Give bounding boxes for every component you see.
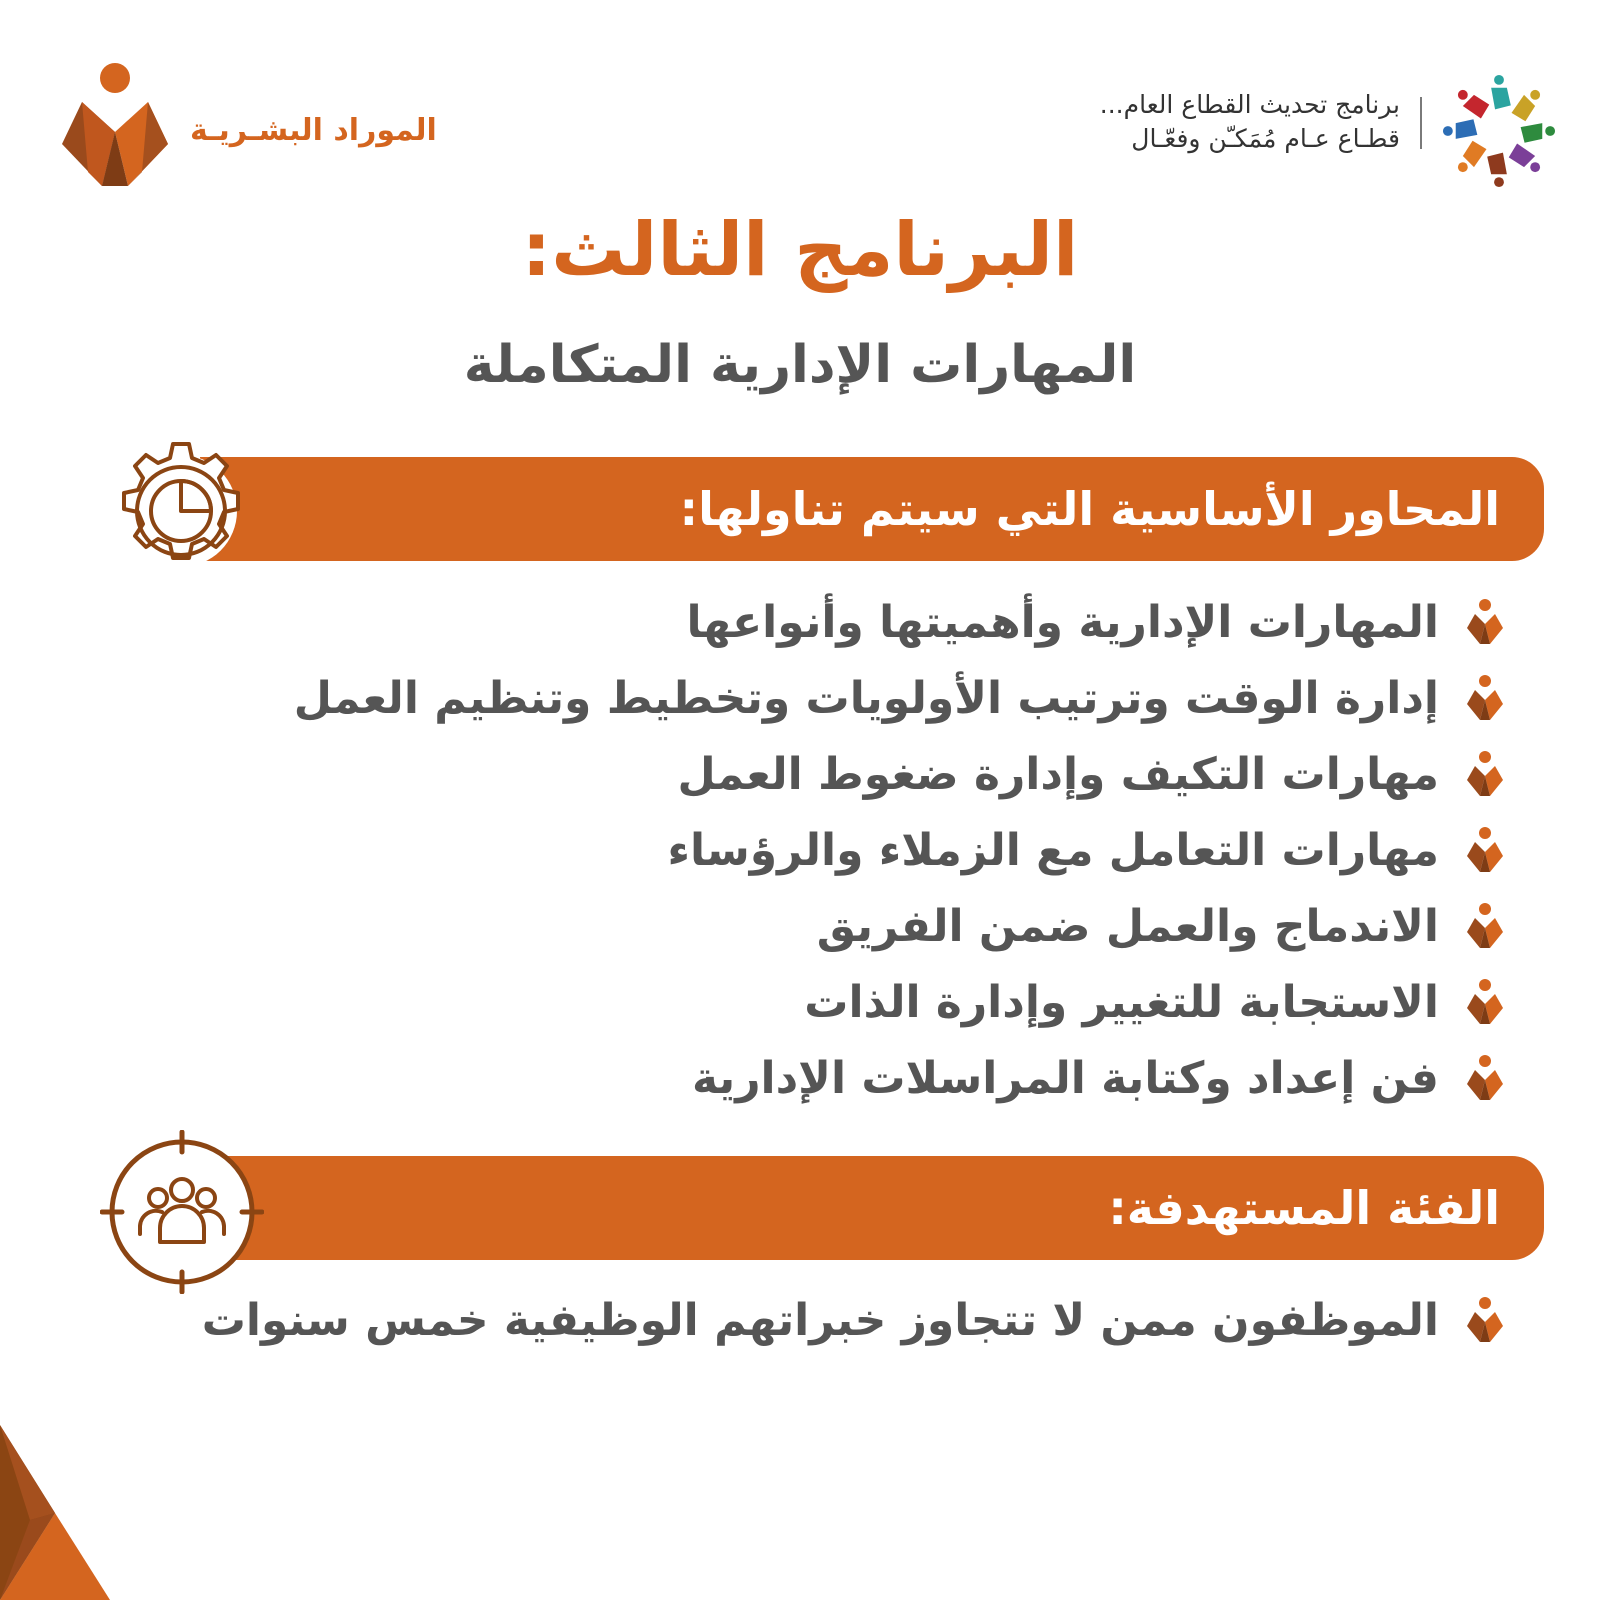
topic-text: مهارات التعامل مع الزملاء والرؤساء xyxy=(667,825,1439,876)
gear-pie-chart-icon xyxy=(106,436,256,586)
list-item xyxy=(294,813,1505,889)
person-bullet-icon xyxy=(1465,902,1505,952)
person-bullet-icon xyxy=(1465,1054,1505,1104)
person-bullet-icon xyxy=(1465,826,1505,876)
list-item xyxy=(294,965,1505,1041)
person-bullet-icon xyxy=(1465,598,1505,648)
topic-text: فن إعداد وكتابة المراسلات الإدارية xyxy=(691,1053,1439,1104)
topics-list xyxy=(294,585,1505,1117)
list-item xyxy=(294,1041,1505,1117)
hr-logo-text: الموراد البشـريـة xyxy=(190,113,437,148)
program-line-2: قطـاع عـام مُمَكـّن وفعّـال xyxy=(1131,124,1400,153)
person-bullet-icon xyxy=(1465,1296,1505,1346)
list-item xyxy=(202,1283,1505,1359)
program-emblem-icon xyxy=(1440,72,1558,190)
header-divider xyxy=(1420,97,1422,149)
program-line-1: برنامج تحديث القطاع العام... xyxy=(1099,90,1400,119)
audience-section-heading: الفئة المستهدفة: xyxy=(1108,1181,1500,1235)
topic-text: إدارة الوقت وترتيب الأولويات وتخطيط وتنظيم العمل xyxy=(293,673,1439,724)
topics-section-banner xyxy=(200,457,1544,561)
list-item xyxy=(294,737,1505,813)
target-group-icon xyxy=(100,1130,264,1294)
audience-text: الموظفون ممن لا تتجاوز خبراتهم الوظيفية خمس سنوات xyxy=(201,1295,1439,1346)
audience-list xyxy=(202,1283,1505,1359)
list-item xyxy=(294,585,1505,661)
person-bullet-icon xyxy=(1465,674,1505,724)
topic-text: الاستجابة للتغيير وإدارة الذات xyxy=(804,977,1439,1028)
person-bullet-icon xyxy=(1465,978,1505,1028)
corner-triangle-decoration xyxy=(0,1425,110,1600)
program-tagline xyxy=(980,88,1400,156)
topic-text: مهارات التكيف وإدارة ضغوط العمل xyxy=(677,749,1439,800)
topic-text: الاندماج والعمل ضمن الفريق xyxy=(816,901,1439,952)
person-bullet-icon xyxy=(1465,750,1505,800)
hr-logo-icon xyxy=(62,60,172,195)
list-item xyxy=(294,889,1505,965)
page-title: البرنامج الثالث: xyxy=(521,207,1079,293)
topics-section-heading: المحاور الأساسية التي سيتم تناولها: xyxy=(679,482,1500,536)
topic-text: المهارات الإدارية وأهميتها وأنواعها xyxy=(686,597,1439,648)
audience-section-banner xyxy=(200,1156,1544,1260)
list-item xyxy=(294,661,1505,737)
page-subtitle: المهارات الإدارية المتكاملة xyxy=(463,335,1137,395)
